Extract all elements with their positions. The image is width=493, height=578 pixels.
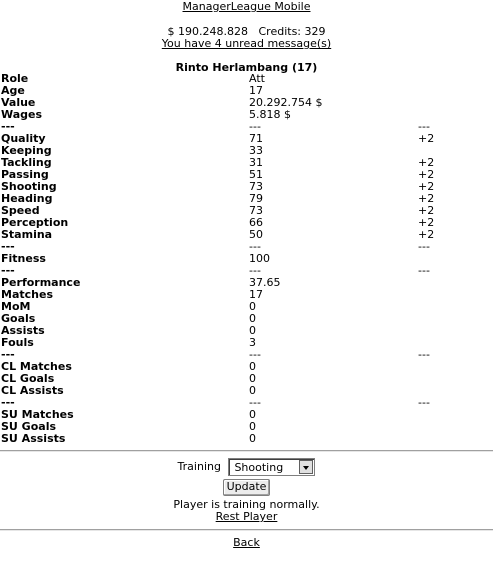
stat-label: Perception xyxy=(1,216,69,229)
stat-label: Role xyxy=(1,72,29,85)
stat-value: --- xyxy=(249,240,261,253)
stat-change: --- xyxy=(418,264,430,277)
stat-value: 0 xyxy=(249,384,256,397)
training-row xyxy=(0,458,493,478)
stat-label: Age xyxy=(1,84,25,97)
unread-messages-link[interactable]: You have 4 unread message(s) xyxy=(161,37,332,50)
stat-value: 0 xyxy=(249,300,256,313)
stat-value: --- xyxy=(249,264,261,277)
stat-row xyxy=(0,73,493,85)
stat-change: +2 xyxy=(418,216,435,229)
stat-label: Wages xyxy=(1,108,43,121)
stat-value: 51 xyxy=(249,168,263,181)
rest-player-link[interactable]: Rest Player xyxy=(215,510,278,523)
stat-label: --- xyxy=(1,120,15,133)
stat-change: +2 xyxy=(418,228,435,241)
stat-value: 73 xyxy=(249,180,263,193)
stat-value: --- xyxy=(249,396,261,409)
stat-label: CL Assists xyxy=(1,384,64,397)
stat-label: Passing xyxy=(1,168,49,181)
credits-amount: Credits: 329 xyxy=(258,25,326,38)
stat-change: +2 xyxy=(418,204,435,217)
player-name: Rinto Herlambang (17) xyxy=(175,61,318,74)
stat-value: 100 xyxy=(249,252,270,265)
chevron-down-icon[interactable] xyxy=(299,460,313,474)
stat-row xyxy=(0,97,493,109)
stat-label: Speed xyxy=(1,204,40,217)
stat-value: 31 xyxy=(249,156,263,169)
training-label: Training xyxy=(177,460,221,473)
training-status: Player is training normally. xyxy=(173,498,320,511)
stat-value: 17 xyxy=(249,84,263,97)
stat-value: 50 xyxy=(249,228,263,241)
stat-label: CL Goals xyxy=(1,372,55,385)
stat-row xyxy=(0,433,493,445)
stat-value: 0 xyxy=(249,360,256,373)
stat-label: Fitness xyxy=(1,252,46,265)
stat-label: Heading xyxy=(1,192,53,205)
stat-label: Assists xyxy=(1,324,45,337)
stat-row xyxy=(0,373,493,385)
stat-value: --- xyxy=(249,348,261,361)
stat-label: Tackling xyxy=(1,156,52,169)
training-selected-value: Shooting xyxy=(234,461,284,474)
stat-value: Att xyxy=(249,72,265,85)
stat-change: +2 xyxy=(418,132,435,145)
stat-label: MoM xyxy=(1,300,31,313)
stat-label: Stamina xyxy=(1,228,53,241)
stat-label: CL Matches xyxy=(1,360,72,373)
stat-label: Fouls xyxy=(1,336,34,349)
stat-value: 0 xyxy=(249,372,256,385)
stat-value: 17 xyxy=(249,288,263,301)
stat-label: --- xyxy=(1,264,15,277)
stat-change: --- xyxy=(418,348,430,361)
stat-change: --- xyxy=(418,396,430,409)
stat-value: 73 xyxy=(249,204,263,217)
stat-value: 71 xyxy=(249,132,263,145)
stat-change: --- xyxy=(418,120,430,133)
training-select[interactable] xyxy=(228,458,315,476)
stat-row xyxy=(0,277,493,289)
stat-row xyxy=(0,325,493,337)
divider xyxy=(0,450,493,452)
stat-change: --- xyxy=(418,240,430,253)
stat-label: --- xyxy=(1,240,15,253)
stat-label: Quality xyxy=(1,132,46,145)
stat-row xyxy=(0,313,493,325)
stat-change: +2 xyxy=(418,168,435,181)
stat-row xyxy=(0,133,493,145)
stat-value: 0 xyxy=(249,324,256,337)
stat-row xyxy=(0,241,493,253)
back-link[interactable]: Back xyxy=(233,536,260,549)
stat-label: Value xyxy=(1,96,36,109)
stat-change: +2 xyxy=(418,180,435,193)
stat-value: 79 xyxy=(249,192,263,205)
stat-label: Matches xyxy=(1,288,53,301)
stat-label: Keeping xyxy=(1,144,52,157)
stat-value: 5.818 $ xyxy=(249,108,291,121)
stat-row xyxy=(0,289,493,301)
stat-label: SU Matches xyxy=(1,408,74,421)
stat-value: 0 xyxy=(249,312,256,325)
stat-label: SU Goals xyxy=(1,420,57,433)
stat-change: +2 xyxy=(418,156,435,169)
stat-change: +2 xyxy=(418,192,435,205)
stat-value: 0 xyxy=(249,432,256,445)
money-amount: $ 190.248.828 xyxy=(167,25,248,38)
stat-row xyxy=(0,85,493,97)
stat-value: 0 xyxy=(249,420,256,433)
stat-value: 37.65 xyxy=(249,276,281,289)
stat-label: Goals xyxy=(1,312,36,325)
stat-value: 66 xyxy=(249,216,263,229)
rest-line xyxy=(0,510,493,523)
stat-label: Shooting xyxy=(1,180,57,193)
stat-label: Performance xyxy=(1,276,81,289)
player-stats-table xyxy=(0,73,493,445)
stat-row xyxy=(0,301,493,313)
stat-value: --- xyxy=(249,120,261,133)
stat-row xyxy=(0,421,493,433)
stat-row xyxy=(0,349,493,361)
divider xyxy=(0,529,493,531)
stat-row xyxy=(0,409,493,421)
stat-value: 33 xyxy=(249,144,263,157)
site-header xyxy=(0,0,493,13)
stat-row xyxy=(0,361,493,373)
stat-value: 0 xyxy=(249,408,256,421)
update-button[interactable]: Update xyxy=(223,479,271,496)
messages-line xyxy=(0,37,493,50)
back-line xyxy=(0,536,493,549)
stat-value: 3 xyxy=(249,336,256,349)
update-wrap xyxy=(0,479,493,496)
stat-label: SU Assists xyxy=(1,432,66,445)
stat-value: 20.292.754 $ xyxy=(249,96,323,109)
stat-label: --- xyxy=(1,348,15,361)
stat-label: --- xyxy=(1,396,15,409)
managerleague-mobile-link[interactable]: ManagerLeague Mobile xyxy=(182,0,311,13)
